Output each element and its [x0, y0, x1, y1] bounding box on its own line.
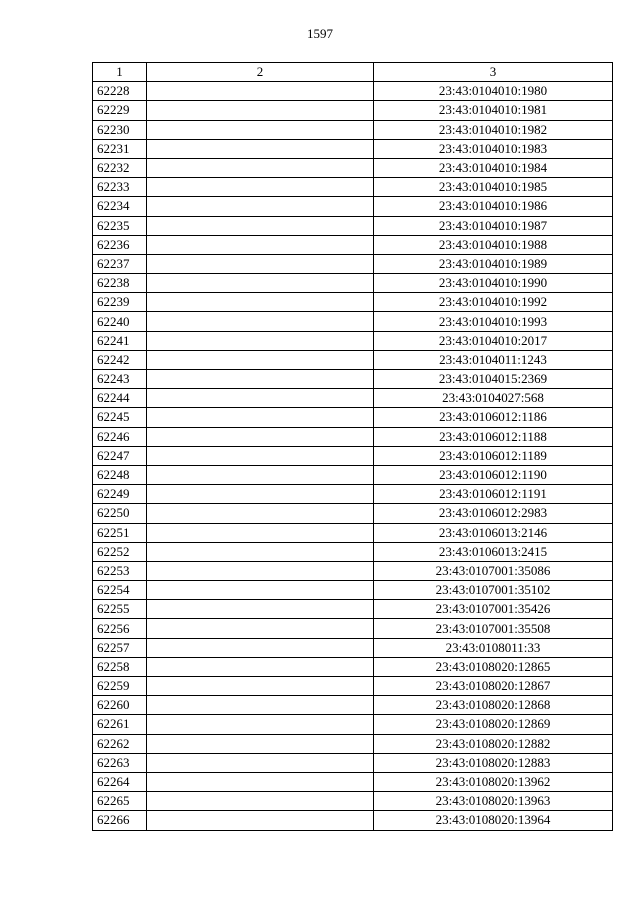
row-number-cell: 62232 — [93, 158, 147, 177]
row-number-cell: 62257 — [93, 638, 147, 657]
empty-cell — [147, 465, 374, 484]
table-row — [93, 139, 613, 158]
row-number-cell: 62234 — [93, 197, 147, 216]
cadastral-number-cell: 23:43:0108020:13964 — [374, 811, 613, 830]
row-number-cell: 62265 — [93, 792, 147, 811]
cadastral-number-cell: 23:43:0107001:35426 — [374, 600, 613, 619]
row-number-cell: 62258 — [93, 657, 147, 676]
table-row — [93, 331, 613, 350]
row-number-cell: 62228 — [93, 82, 147, 101]
row-number-cell: 62252 — [93, 542, 147, 561]
empty-cell — [147, 504, 374, 523]
empty-cell — [147, 293, 374, 312]
column-header-2: 2 — [147, 63, 374, 82]
empty-cell — [147, 101, 374, 120]
empty-cell — [147, 485, 374, 504]
table-row — [93, 772, 613, 791]
table-row — [93, 254, 613, 273]
page-number: 1597 — [307, 26, 333, 41]
table-row — [93, 101, 613, 120]
table-row — [93, 485, 613, 504]
row-number-cell: 62256 — [93, 619, 147, 638]
cadastral-number-cell: 23:43:0106012:1188 — [374, 427, 613, 446]
cadastral-number-cell: 23:43:0107001:35086 — [374, 561, 613, 580]
cadastral-number-cell: 23:43:0104010:1987 — [374, 216, 613, 235]
cadastral-number-cell: 23:43:0104010:1980 — [374, 82, 613, 101]
row-number-cell: 62229 — [93, 101, 147, 120]
cadastral-number-cell: 23:43:0106012:1190 — [374, 465, 613, 484]
row-number-cell: 62260 — [93, 696, 147, 715]
empty-cell — [147, 158, 374, 177]
row-number-cell: 62254 — [93, 581, 147, 600]
cadastral-number-cell: 23:43:0104010:1984 — [374, 158, 613, 177]
empty-cell — [147, 427, 374, 446]
row-number-cell: 62250 — [93, 504, 147, 523]
table-row — [93, 389, 613, 408]
table-row — [93, 696, 613, 715]
empty-cell — [147, 600, 374, 619]
empty-cell — [147, 350, 374, 369]
row-number-cell: 62266 — [93, 811, 147, 830]
table-row — [93, 504, 613, 523]
cadastral-number-cell: 23:43:0106012:1189 — [374, 446, 613, 465]
cadastral-number-cell: 23:43:0104010:1990 — [374, 274, 613, 293]
row-number-cell: 62253 — [93, 561, 147, 580]
empty-cell — [147, 312, 374, 331]
row-number-cell: 62245 — [93, 408, 147, 427]
table-row — [93, 600, 613, 619]
empty-cell — [147, 581, 374, 600]
empty-cell — [147, 619, 374, 638]
row-number-cell: 62248 — [93, 465, 147, 484]
row-number-cell: 62243 — [93, 370, 147, 389]
cadastral-number-cell: 23:43:0104010:2017 — [374, 331, 613, 350]
cadastral-number-cell: 23:43:0108020:13962 — [374, 772, 613, 791]
table-row — [93, 216, 613, 235]
row-number-cell: 62262 — [93, 734, 147, 753]
cadastral-number-cell: 23:43:0108020:12867 — [374, 677, 613, 696]
row-number-cell: 62264 — [93, 772, 147, 791]
cadastral-number-cell: 23:43:0107001:35102 — [374, 581, 613, 600]
row-number-cell: 62240 — [93, 312, 147, 331]
empty-cell — [147, 235, 374, 254]
table-row — [93, 312, 613, 331]
cadastral-number-cell: 23:43:0108020:12869 — [374, 715, 613, 734]
row-number-cell: 62231 — [93, 139, 147, 158]
table-row — [93, 792, 613, 811]
table-row — [93, 350, 613, 369]
table-row — [93, 677, 613, 696]
table-body — [93, 82, 613, 830]
row-number-cell: 62244 — [93, 389, 147, 408]
cadastral-number-cell: 23:43:0106012:2983 — [374, 504, 613, 523]
table-row — [93, 753, 613, 772]
table-row — [93, 561, 613, 580]
cadastral-number-cell: 23:43:0108020:12883 — [374, 753, 613, 772]
empty-cell — [147, 178, 374, 197]
empty-cell — [147, 216, 374, 235]
cadastral-number-cell: 23:43:0108011:33 — [374, 638, 613, 657]
cadastral-number-cell: 23:43:0108020:13963 — [374, 792, 613, 811]
cadastral-number-cell: 23:43:0104010:1992 — [374, 293, 613, 312]
table-row — [93, 581, 613, 600]
cadastral-number-cell: 23:43:0104010:1989 — [374, 254, 613, 273]
table-row — [93, 120, 613, 139]
row-number-cell: 62255 — [93, 600, 147, 619]
empty-cell — [147, 715, 374, 734]
row-number-cell: 62247 — [93, 446, 147, 465]
table-row — [93, 657, 613, 676]
column-header-3: 3 — [374, 63, 613, 82]
cadastral-number-cell: 23:43:0107001:35508 — [374, 619, 613, 638]
table-row — [93, 811, 613, 830]
row-number-cell: 62236 — [93, 235, 147, 254]
table-row — [93, 638, 613, 657]
table-row — [93, 734, 613, 753]
table-row — [93, 178, 613, 197]
table-row — [93, 446, 613, 465]
empty-cell — [147, 753, 374, 772]
empty-cell — [147, 331, 374, 350]
registry-table — [92, 62, 613, 831]
table-row — [93, 715, 613, 734]
cadastral-number-cell: 23:43:0104010:1986 — [374, 197, 613, 216]
cadastral-number-cell: 23:43:0106013:2146 — [374, 523, 613, 542]
row-number-cell: 62239 — [93, 293, 147, 312]
row-number-cell: 62249 — [93, 485, 147, 504]
table-row — [93, 82, 613, 101]
empty-cell — [147, 389, 374, 408]
cadastral-number-cell: 23:43:0108020:12865 — [374, 657, 613, 676]
empty-cell — [147, 772, 374, 791]
empty-cell — [147, 82, 374, 101]
empty-cell — [147, 370, 374, 389]
empty-cell — [147, 561, 374, 580]
cadastral-number-cell: 23:43:0106012:1191 — [374, 485, 613, 504]
row-number-cell: 62259 — [93, 677, 147, 696]
table-row — [93, 542, 613, 561]
empty-cell — [147, 274, 374, 293]
table-row — [93, 408, 613, 427]
cadastral-number-cell: 23:43:0104010:1993 — [374, 312, 613, 331]
table-row — [93, 370, 613, 389]
row-number-cell: 62261 — [93, 715, 147, 734]
cadastral-number-cell: 23:43:0106013:2415 — [374, 542, 613, 561]
empty-cell — [147, 657, 374, 676]
empty-cell — [147, 523, 374, 542]
row-number-cell: 62241 — [93, 331, 147, 350]
table-header-row — [93, 63, 613, 82]
row-number-cell: 62242 — [93, 350, 147, 369]
row-number-cell: 62246 — [93, 427, 147, 446]
empty-cell — [147, 408, 374, 427]
empty-cell — [147, 446, 374, 465]
table-row — [93, 197, 613, 216]
empty-cell — [147, 197, 374, 216]
empty-cell — [147, 811, 374, 830]
row-number-cell: 62238 — [93, 274, 147, 293]
cadastral-number-cell: 23:43:0104010:1981 — [374, 101, 613, 120]
table-row — [93, 274, 613, 293]
row-number-cell: 62251 — [93, 523, 147, 542]
table-row — [93, 293, 613, 312]
column-header-1: 1 — [93, 63, 147, 82]
empty-cell — [147, 792, 374, 811]
row-number-cell: 62237 — [93, 254, 147, 273]
row-number-cell: 62263 — [93, 753, 147, 772]
empty-cell — [147, 120, 374, 139]
cadastral-number-cell: 23:43:0104027:568 — [374, 389, 613, 408]
empty-cell — [147, 734, 374, 753]
row-number-cell: 62230 — [93, 120, 147, 139]
table-row — [93, 465, 613, 484]
empty-cell — [147, 254, 374, 273]
cadastral-number-cell: 23:43:0104010:1988 — [374, 235, 613, 254]
empty-cell — [147, 696, 374, 715]
cadastral-number-cell: 23:43:0108020:12868 — [374, 696, 613, 715]
table-row — [93, 158, 613, 177]
row-number-cell: 62233 — [93, 178, 147, 197]
table-row — [93, 427, 613, 446]
cadastral-number-cell: 23:43:0104010:1982 — [374, 120, 613, 139]
empty-cell — [147, 542, 374, 561]
row-number-cell: 62235 — [93, 216, 147, 235]
table-row — [93, 619, 613, 638]
cadastral-number-cell: 23:43:0104015:2369 — [374, 370, 613, 389]
empty-cell — [147, 638, 374, 657]
cadastral-number-cell: 23:43:0108020:12882 — [374, 734, 613, 753]
empty-cell — [147, 677, 374, 696]
empty-cell — [147, 139, 374, 158]
cadastral-number-cell: 23:43:0104010:1985 — [374, 178, 613, 197]
cadastral-number-cell: 23:43:0106012:1186 — [374, 408, 613, 427]
cadastral-number-cell: 23:43:0104011:1243 — [374, 350, 613, 369]
table-row — [93, 235, 613, 254]
table-row — [93, 523, 613, 542]
cadastral-number-cell: 23:43:0104010:1983 — [374, 139, 613, 158]
